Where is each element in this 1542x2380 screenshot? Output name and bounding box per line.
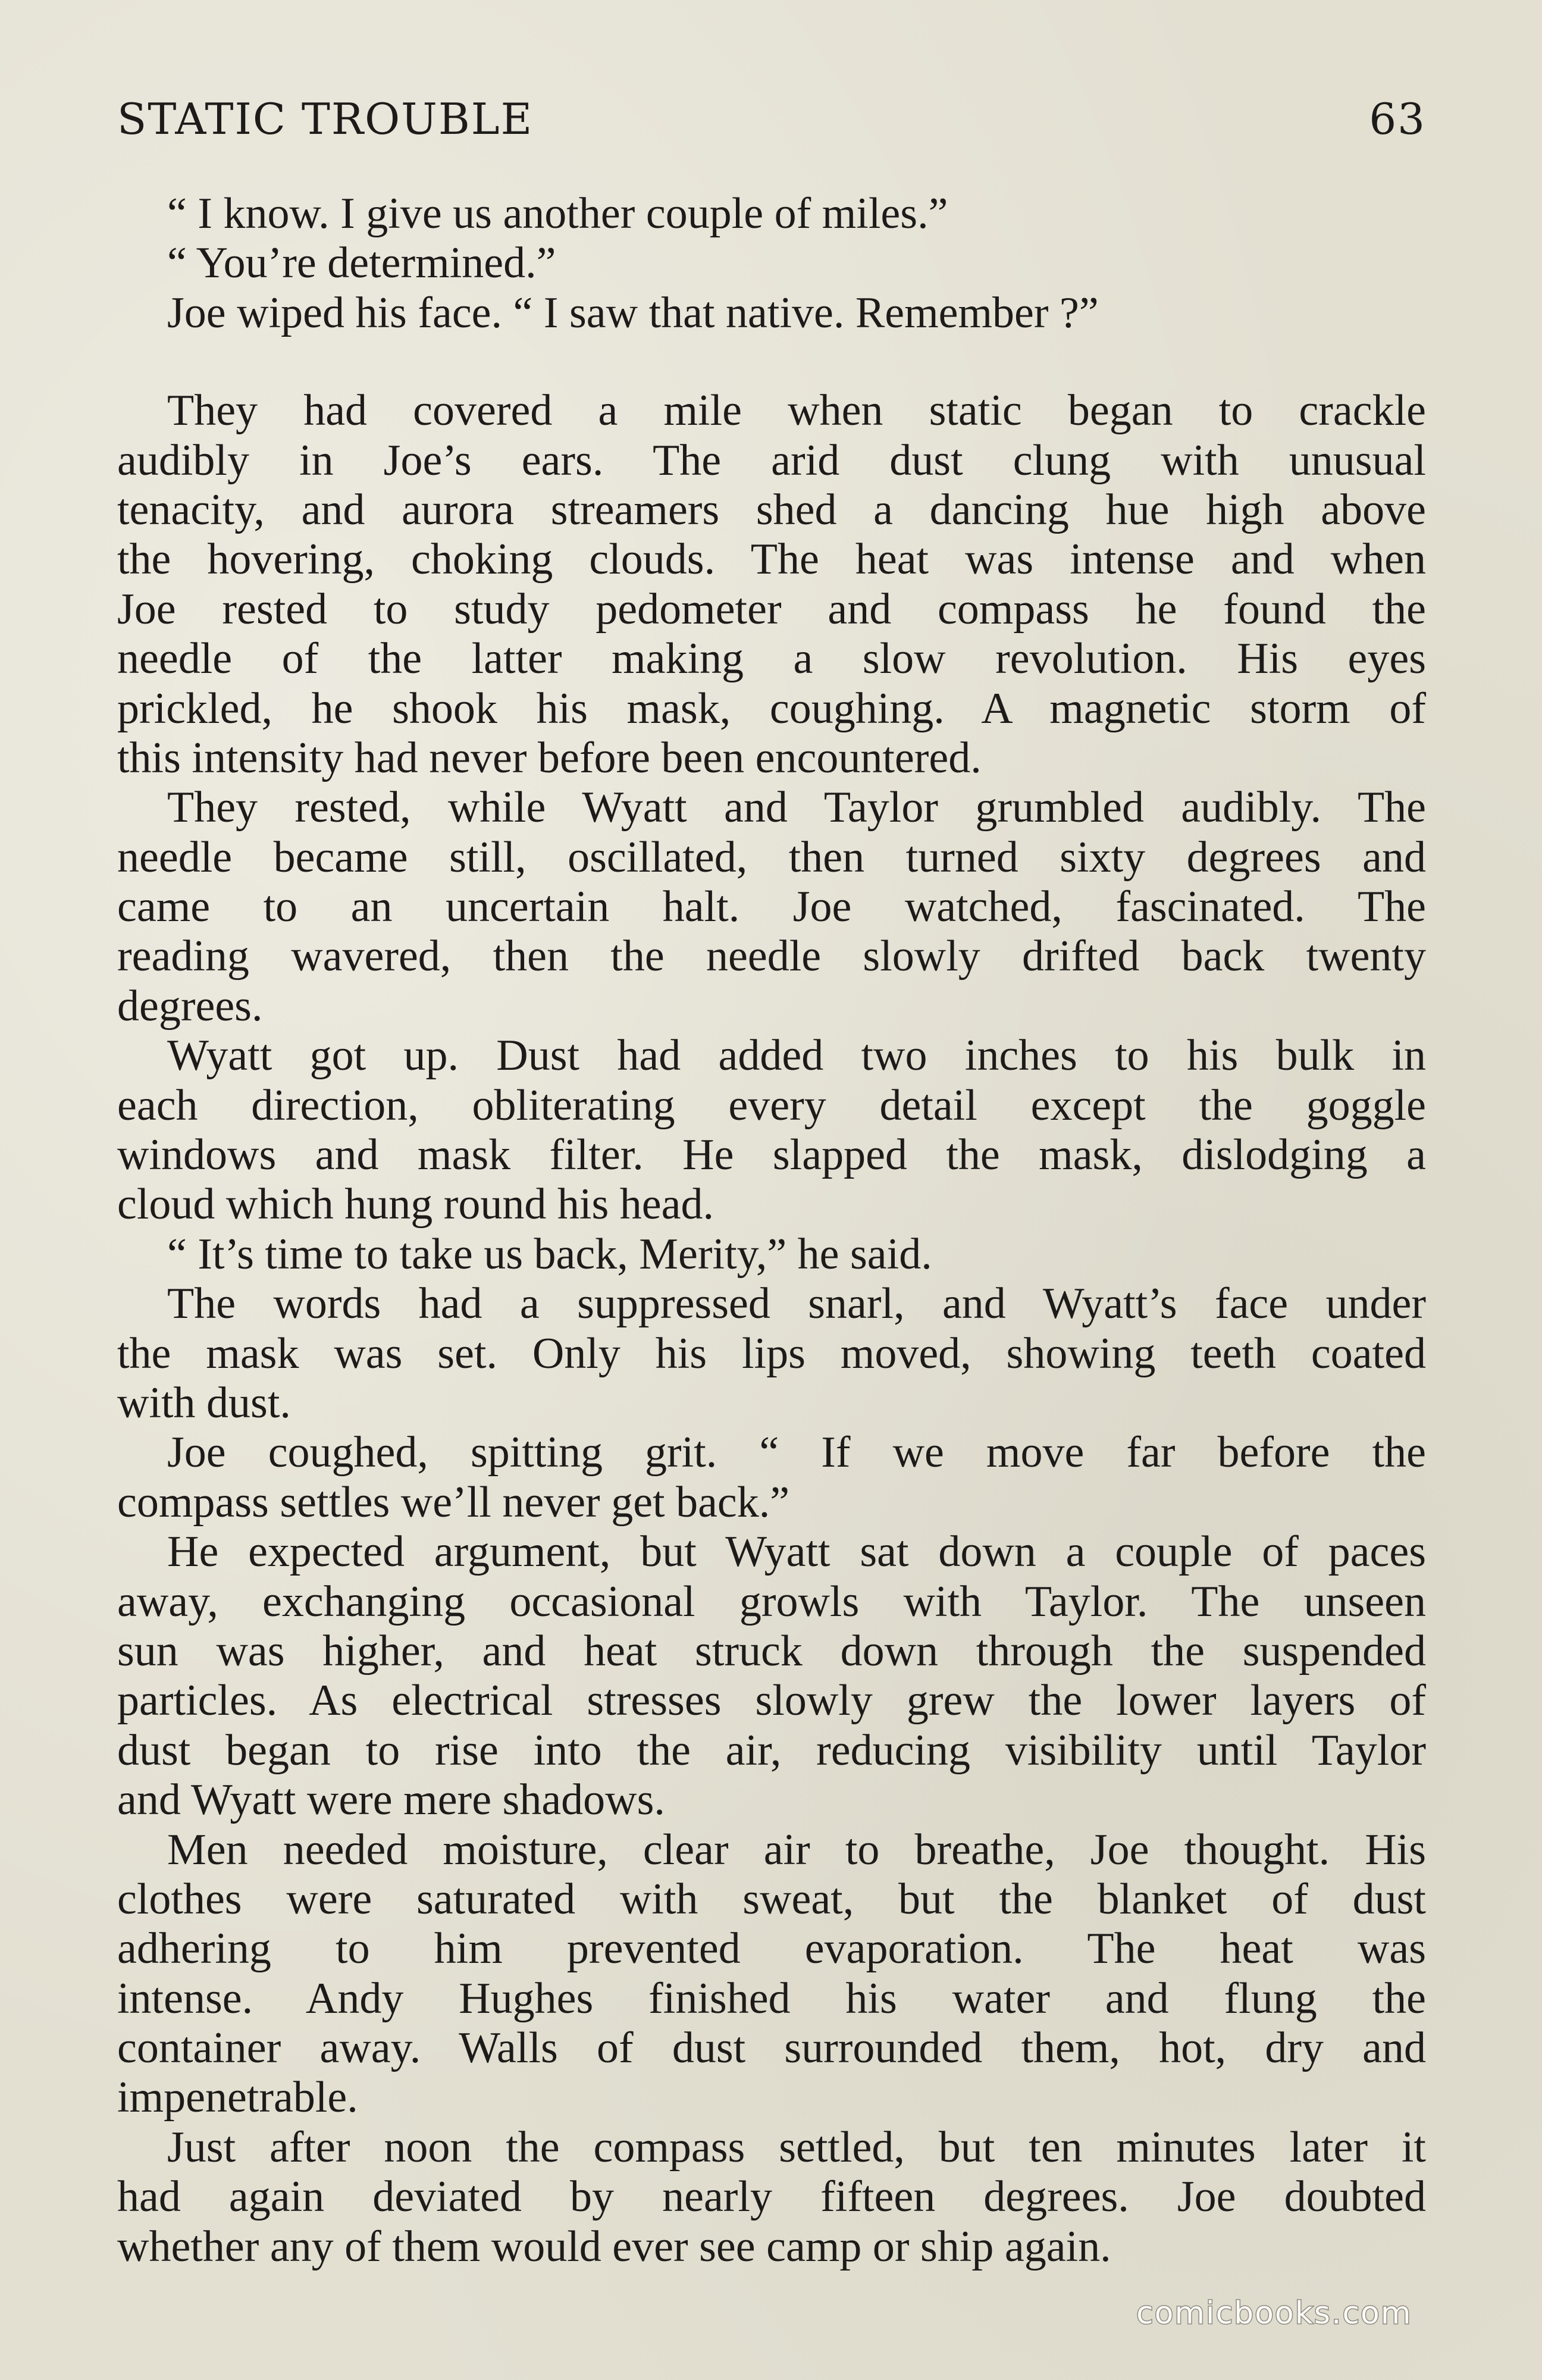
text-line: came to an uncertain halt. Joe watched, fascinated. The	[117, 882, 1426, 932]
text-line: particles. As electrical stresses slowly grew the lower layers of	[117, 1676, 1426, 1726]
text-line: sun was higher, and heat struck down through the suspended	[117, 1626, 1426, 1676]
text-line: tenacity, and aurora streamers shed a dancing hue high above	[117, 485, 1426, 534]
text-line: had again deviated by nearly fifteen degrees. Joe doubted	[117, 2172, 1426, 2222]
text-line: He expected argument, but Wyatt sat down a couple of paces	[167, 1527, 1426, 1577]
running-title: STATIC TROUBLE	[117, 94, 534, 144]
text-line: “ You’re determined.”	[167, 239, 556, 288]
text-line: cloud which hung round his head.	[117, 1180, 714, 1229]
text-line: They had covered a mile when static began to crackle	[167, 386, 1426, 436]
text-line: audibly in Joe’s ears. The arid dust clung with unusual	[117, 436, 1426, 485]
text-line: Joe coughed, spitting grit. “ If we move far before the	[167, 1428, 1426, 1477]
text-line: “ I know. I give us another couple of miles.”	[167, 189, 948, 238]
watermark: comicbooks.com	[1136, 2296, 1412, 2331]
text-line: Men needed moisture, clear air to breathe, Joe thought. His	[167, 1825, 1426, 1874]
text-line: windows and mask filter. He slapped the mask, dislodging a	[117, 1130, 1426, 1180]
text-line: needle became still, oscillated, then turned sixty degrees and	[117, 832, 1426, 882]
text-line: this intensity had never before been encountered.	[117, 733, 982, 782]
text-line: the mask was set. Only his lips moved, showing teeth coated	[117, 1329, 1426, 1378]
text-line: dust began to rise into the air, reducing visibility until Taylor	[117, 1726, 1426, 1775]
text-line: Wyatt got up. Dust had added two inches to his bulk in	[167, 1031, 1426, 1081]
text-line: container away. Walls of dust surrounded them, hot, dry and	[117, 2024, 1426, 2073]
text-line: The words had a suppressed snarl, and Wyatt’s face under	[167, 1279, 1426, 1329]
text-line: “ It’s time to take us back, Merity,” he said.	[167, 1229, 932, 1279]
text-line: adhering to him prevented evaporation. The heat was	[117, 1924, 1426, 1974]
text-line: reading wavered, then the needle slowly drifted back twenty	[117, 932, 1426, 981]
text-line: Joe rested to study pedometer and compass he found the	[117, 584, 1426, 634]
page-number: 63	[1369, 94, 1426, 144]
text-line: degrees.	[117, 981, 263, 1031]
text-line: and Wyatt were mere shadows.	[117, 1775, 665, 1825]
running-head	[117, 89, 1426, 149]
text-line: with dust.	[117, 1378, 291, 1427]
text-line: They rested, while Wyatt and Taylor grumbled audibly. The	[167, 783, 1426, 832]
text-line: whether any of them would ever see camp or ship again.	[117, 2222, 1111, 2271]
text-line: impenetrable.	[117, 2073, 358, 2122]
text-line: Joe wiped his face. “ I saw that native. Remember ?”	[167, 288, 1099, 337]
text-line: clothes were saturated with sweat, but the blanket of dust	[117, 1874, 1426, 1924]
text-line: each direction, obliterating every detail except the goggle	[117, 1081, 1426, 1130]
text-line: the hovering, choking clouds. The heat was intense and when	[117, 535, 1426, 584]
text-line: away, exchanging occasional growls with Taylor. The unseen	[117, 1577, 1426, 1626]
text-line: compass settles we’ll never get back.”	[117, 1477, 790, 1527]
body-text	[117, 189, 1426, 2272]
text-line: prickled, he shook his mask, coughing. A magnetic storm of	[117, 684, 1426, 733]
text-line: needle of the latter making a slow revolution. His eyes	[117, 634, 1426, 684]
text-line: Just after noon the compass settled, but ten minutes later it	[167, 2122, 1426, 2172]
text-line: intense. Andy Hughes finished his water and flung the	[117, 1974, 1426, 2023]
